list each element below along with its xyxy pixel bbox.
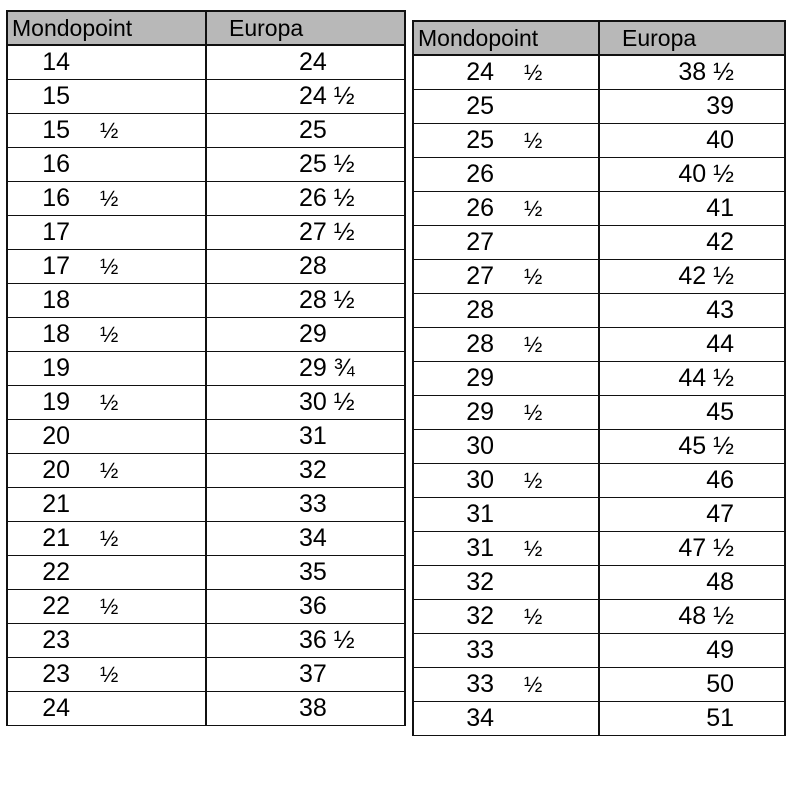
table-row bbox=[7, 216, 405, 250]
table-row bbox=[7, 590, 405, 624]
mondopoint-half: ½ bbox=[100, 662, 119, 687]
mondopoint-cell bbox=[7, 488, 206, 522]
mondopoint-value: 15 bbox=[42, 116, 70, 144]
mondopoint-value: 26 bbox=[466, 160, 494, 188]
table-row bbox=[413, 90, 785, 124]
mondopoint-cell bbox=[7, 658, 206, 692]
mondopoint-value: 14 bbox=[42, 48, 70, 76]
europa-cell: 36 bbox=[206, 590, 405, 624]
table-row bbox=[413, 702, 785, 736]
mondopoint-value: 20 bbox=[42, 456, 70, 484]
table-row bbox=[7, 148, 405, 182]
table-row bbox=[413, 430, 785, 464]
mondopoint-cell bbox=[7, 556, 206, 590]
mondopoint-cell bbox=[413, 90, 599, 124]
europa-cell: 51 bbox=[599, 702, 785, 736]
mondopoint-cell bbox=[413, 260, 599, 294]
mondopoint-half: ½ bbox=[524, 128, 543, 153]
mondopoint-value: 22 bbox=[42, 592, 70, 620]
mondopoint-cell bbox=[7, 692, 206, 726]
mondopoint-half: ½ bbox=[100, 186, 119, 211]
europa-cell: 27 ½ bbox=[206, 216, 405, 250]
mondopoint-half: ½ bbox=[100, 390, 119, 415]
mondopoint-cell bbox=[413, 158, 599, 192]
mondopoint-half: ½ bbox=[524, 672, 543, 697]
mondopoint-cell bbox=[7, 318, 206, 352]
mondopoint-cell bbox=[7, 216, 206, 250]
mondopoint-cell bbox=[7, 45, 206, 80]
mondopoint-value: 33 bbox=[466, 636, 494, 664]
table-row bbox=[7, 318, 405, 352]
table-row bbox=[7, 45, 405, 80]
table-row bbox=[7, 658, 405, 692]
europa-cell: 28 ½ bbox=[206, 284, 405, 318]
europa-cell: 28 bbox=[206, 250, 405, 284]
mondopoint-cell bbox=[7, 284, 206, 318]
table-row bbox=[413, 464, 785, 498]
mondopoint-value: 19 bbox=[42, 354, 70, 382]
mondopoint-half: ½ bbox=[524, 468, 543, 493]
mondopoint-value: 30 bbox=[466, 466, 494, 494]
table-row bbox=[413, 668, 785, 702]
mondopoint-cell bbox=[413, 566, 599, 600]
mondopoint-value: 16 bbox=[42, 150, 70, 178]
europa-cell: 30 ½ bbox=[206, 386, 405, 420]
mondopoint-half: ½ bbox=[100, 322, 119, 347]
europa-cell: 44 ½ bbox=[599, 362, 785, 396]
mondopoint-value: 22 bbox=[42, 558, 70, 586]
mondopoint-cell bbox=[7, 386, 206, 420]
mondopoint-half: ½ bbox=[524, 264, 543, 289]
table-row bbox=[413, 634, 785, 668]
table-row bbox=[413, 260, 785, 294]
mondopoint-cell bbox=[7, 80, 206, 114]
europa-cell: 24 bbox=[206, 45, 405, 80]
mondopoint-half: ½ bbox=[100, 594, 119, 619]
europa-cell: 31 bbox=[206, 420, 405, 454]
table-row bbox=[413, 600, 785, 634]
mondopoint-value: 15 bbox=[42, 82, 70, 110]
mondopoint-cell bbox=[7, 250, 206, 284]
mondopoint-cell bbox=[413, 294, 599, 328]
mondopoint-value: 25 bbox=[466, 126, 494, 154]
table-row bbox=[7, 250, 405, 284]
europa-cell: 48 ½ bbox=[599, 600, 785, 634]
europa-cell: 40 bbox=[599, 124, 785, 158]
mondopoint-value: 29 bbox=[466, 364, 494, 392]
mondopoint-value: 21 bbox=[42, 524, 70, 552]
mondopoint-value: 23 bbox=[42, 626, 70, 654]
mondopoint-half: ½ bbox=[100, 458, 119, 483]
table-row bbox=[7, 284, 405, 318]
mondopoint-half: ½ bbox=[524, 400, 543, 425]
mondopoint-value: 20 bbox=[42, 422, 70, 450]
mondopoint-half: ½ bbox=[100, 526, 119, 551]
table-row bbox=[413, 55, 785, 90]
mondopoint-half: ½ bbox=[524, 196, 543, 221]
mondopoint-cell bbox=[413, 328, 599, 362]
mondopoint-cell bbox=[7, 624, 206, 658]
mondopoint-cell bbox=[7, 148, 206, 182]
table-row bbox=[7, 522, 405, 556]
table-row bbox=[413, 532, 785, 566]
europa-cell: 26 ½ bbox=[206, 182, 405, 216]
mondopoint-cell bbox=[413, 430, 599, 464]
table-row bbox=[7, 420, 405, 454]
mondopoint-cell bbox=[7, 114, 206, 148]
mondopoint-cell bbox=[7, 590, 206, 624]
table-row bbox=[413, 192, 785, 226]
table-row bbox=[7, 114, 405, 148]
mondopoint-value: 17 bbox=[42, 252, 70, 280]
header-mondopoint: Mondopoint bbox=[7, 11, 206, 45]
size-table-right bbox=[412, 20, 786, 736]
europa-cell: 42 ½ bbox=[599, 260, 785, 294]
mondopoint-value: 29 bbox=[466, 398, 494, 426]
mondopoint-value: 21 bbox=[42, 490, 70, 518]
europa-cell: 29 ¾ bbox=[206, 352, 405, 386]
mondopoint-value: 32 bbox=[466, 602, 494, 630]
mondopoint-cell bbox=[7, 352, 206, 386]
europa-cell: 37 bbox=[206, 658, 405, 692]
mondopoint-cell bbox=[413, 634, 599, 668]
mondopoint-cell bbox=[413, 55, 599, 90]
mondopoint-cell bbox=[413, 192, 599, 226]
mondopoint-value: 30 bbox=[466, 432, 494, 460]
header-row bbox=[413, 21, 785, 55]
mondopoint-value: 16 bbox=[42, 184, 70, 212]
europa-cell: 35 bbox=[206, 556, 405, 590]
europa-cell: 49 bbox=[599, 634, 785, 668]
table-row bbox=[7, 556, 405, 590]
europa-cell: 45 ½ bbox=[599, 430, 785, 464]
mondopoint-cell bbox=[413, 362, 599, 396]
europa-cell: 48 bbox=[599, 566, 785, 600]
mondopoint-cell bbox=[413, 396, 599, 430]
europa-cell: 44 bbox=[599, 328, 785, 362]
mondopoint-half: ½ bbox=[524, 604, 543, 629]
mondopoint-value: 18 bbox=[42, 286, 70, 314]
mondopoint-cell bbox=[413, 600, 599, 634]
mondopoint-value: 28 bbox=[466, 330, 494, 358]
europa-cell: 32 bbox=[206, 454, 405, 488]
mondopoint-value: 19 bbox=[42, 388, 70, 416]
europa-cell: 25 ½ bbox=[206, 148, 405, 182]
table-row bbox=[7, 488, 405, 522]
table-row bbox=[413, 498, 785, 532]
size-table-left bbox=[6, 10, 406, 726]
table-row bbox=[7, 692, 405, 726]
europa-cell: 29 bbox=[206, 318, 405, 352]
mondopoint-value: 24 bbox=[42, 694, 70, 722]
europa-cell: 38 ½ bbox=[599, 55, 785, 90]
europa-cell: 39 bbox=[599, 90, 785, 124]
table-row bbox=[413, 124, 785, 158]
mondopoint-cell bbox=[7, 522, 206, 556]
table-row bbox=[7, 80, 405, 114]
europa-cell: 36 ½ bbox=[206, 624, 405, 658]
europa-cell: 43 bbox=[599, 294, 785, 328]
mondopoint-half: ½ bbox=[100, 118, 119, 143]
table-body bbox=[7, 45, 405, 726]
europa-cell: 45 bbox=[599, 396, 785, 430]
table-row bbox=[413, 294, 785, 328]
mondopoint-value: 27 bbox=[466, 228, 494, 256]
europa-cell: 50 bbox=[599, 668, 785, 702]
table-row bbox=[413, 396, 785, 430]
table-body bbox=[413, 55, 785, 736]
header-row bbox=[7, 11, 405, 45]
header-europa: Europa bbox=[599, 21, 785, 55]
europa-cell: 41 bbox=[599, 192, 785, 226]
mondopoint-cell bbox=[413, 124, 599, 158]
mondopoint-value: 23 bbox=[42, 660, 70, 688]
mondopoint-half: ½ bbox=[524, 60, 543, 85]
table-row bbox=[7, 182, 405, 216]
europa-cell: 24 ½ bbox=[206, 80, 405, 114]
mondopoint-value: 34 bbox=[466, 704, 494, 732]
mondopoint-cell bbox=[413, 702, 599, 736]
table-row bbox=[413, 362, 785, 396]
table-row bbox=[413, 328, 785, 362]
mondopoint-value: 33 bbox=[466, 670, 494, 698]
mondopoint-cell bbox=[413, 498, 599, 532]
mondopoint-cell bbox=[7, 182, 206, 216]
table-row bbox=[7, 386, 405, 420]
mondopoint-value: 18 bbox=[42, 320, 70, 348]
header-mondopoint: Mondopoint bbox=[413, 21, 599, 55]
header-europa: Europa bbox=[206, 11, 405, 45]
mondopoint-half: ½ bbox=[524, 536, 543, 561]
mondopoint-value: 26 bbox=[466, 194, 494, 222]
europa-cell: 42 bbox=[599, 226, 785, 260]
table-row bbox=[7, 352, 405, 386]
mondopoint-value: 17 bbox=[42, 218, 70, 246]
mondopoint-cell bbox=[413, 226, 599, 260]
mondopoint-value: 24 bbox=[466, 58, 494, 86]
mondopoint-value: 32 bbox=[466, 568, 494, 596]
mondopoint-half: ½ bbox=[100, 254, 119, 279]
mondopoint-cell bbox=[7, 454, 206, 488]
table-row bbox=[7, 454, 405, 488]
mondopoint-cell bbox=[413, 532, 599, 566]
europa-cell: 40 ½ bbox=[599, 158, 785, 192]
europa-cell: 33 bbox=[206, 488, 405, 522]
europa-cell: 38 bbox=[206, 692, 405, 726]
mondopoint-cell bbox=[413, 668, 599, 702]
mondopoint-value: 27 bbox=[466, 262, 494, 290]
mondopoint-value: 28 bbox=[466, 296, 494, 324]
table-row bbox=[413, 566, 785, 600]
mondopoint-cell bbox=[413, 464, 599, 498]
table-row bbox=[413, 158, 785, 192]
mondopoint-value: 31 bbox=[466, 534, 494, 562]
table-row bbox=[7, 624, 405, 658]
table-row bbox=[413, 226, 785, 260]
europa-cell: 25 bbox=[206, 114, 405, 148]
mondopoint-half: ½ bbox=[524, 332, 543, 357]
europa-cell: 47 bbox=[599, 498, 785, 532]
europa-cell: 47 ½ bbox=[599, 532, 785, 566]
mondopoint-value: 25 bbox=[466, 92, 494, 120]
europa-cell: 34 bbox=[206, 522, 405, 556]
mondopoint-cell bbox=[7, 420, 206, 454]
europa-cell: 46 bbox=[599, 464, 785, 498]
mondopoint-value: 31 bbox=[466, 500, 494, 528]
